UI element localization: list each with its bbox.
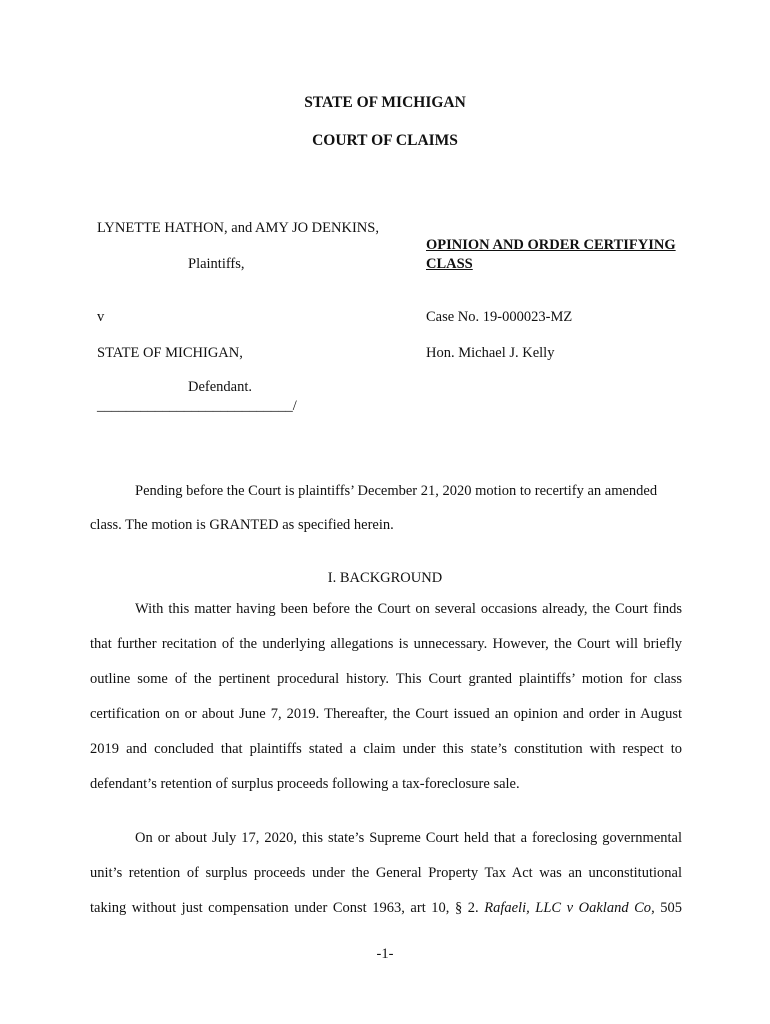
- plaintiffs-names: LYNETTE HATHON, and AMY JO DENKINS,: [97, 220, 379, 236]
- document-title-line1: OPINION AND ORDER CERTIFYING: [426, 237, 676, 253]
- paragraph-line: outline some of the pertinent procedural history. This Court granted plaintiffs’ motion for class: [90, 671, 682, 687]
- paragraph-line: On or about July 17, 2020, this state’s Supreme Court held that a foreclosing governmental: [135, 830, 682, 846]
- intro-line-1: Pending before the Court is plaintiffs’ December 21, 2020 motion to recertify an amended: [135, 483, 658, 499]
- document-title-line2: CLASS: [426, 256, 473, 272]
- page-number: -1-: [376, 946, 394, 962]
- defendant-label: Defendant.: [188, 379, 253, 395]
- paragraph-line: defendant’s retention of surplus proceeds following a tax-foreclosure sale.: [90, 776, 520, 792]
- paragraph-line: unit’s retention of surplus proceeds under the General Property Tax Act was an unconstitutional: [90, 865, 682, 881]
- paragraph-line: that further recitation of the underlying allegations is unnecessary. However, the Court will briefly: [90, 636, 682, 652]
- court-heading: COURT OF CLAIMS: [312, 132, 458, 149]
- paragraph-line: certification on or about June 7, 2019. Thereafter, the Court issued an opinion and order in August: [90, 706, 682, 722]
- citation-tail-text: , 505: [651, 900, 682, 916]
- paragraph-line: With this matter having been before the Court on several occasions already, the Court finds: [135, 601, 682, 617]
- case-citation: Rafaeli, LLC v Oakland Co: [484, 900, 652, 916]
- intro-line-2: class. The motion is GRANTED as specified herein.: [90, 517, 394, 533]
- defendant-name: STATE OF MICHIGAN,: [97, 345, 243, 361]
- state-heading: STATE OF MICHIGAN: [304, 94, 466, 111]
- paragraph-line: 2019 and concluded that plaintiffs stated a claim under this state’s constitution with respect to: [90, 741, 682, 757]
- background-paragraph-1: [90, 600, 682, 793]
- section-heading-background: I. BACKGROUND: [327, 570, 443, 586]
- citation-lead-text: taking without just compensation under Const 1963, art 10, § 2.: [90, 900, 485, 916]
- versus-label: v: [97, 309, 105, 325]
- case-number: Case No. 19-000023-MZ: [426, 309, 573, 325]
- intro-paragraph: [90, 482, 682, 534]
- background-paragraph-2: [90, 829, 682, 917]
- judge-name: Hon. Michael J. Kelly: [426, 345, 555, 361]
- paragraph-line-with-citation: [90, 899, 682, 917]
- plaintiffs-label: Plaintiffs,: [188, 256, 245, 272]
- caption-signature-line: ___________________________/: [97, 398, 297, 414]
